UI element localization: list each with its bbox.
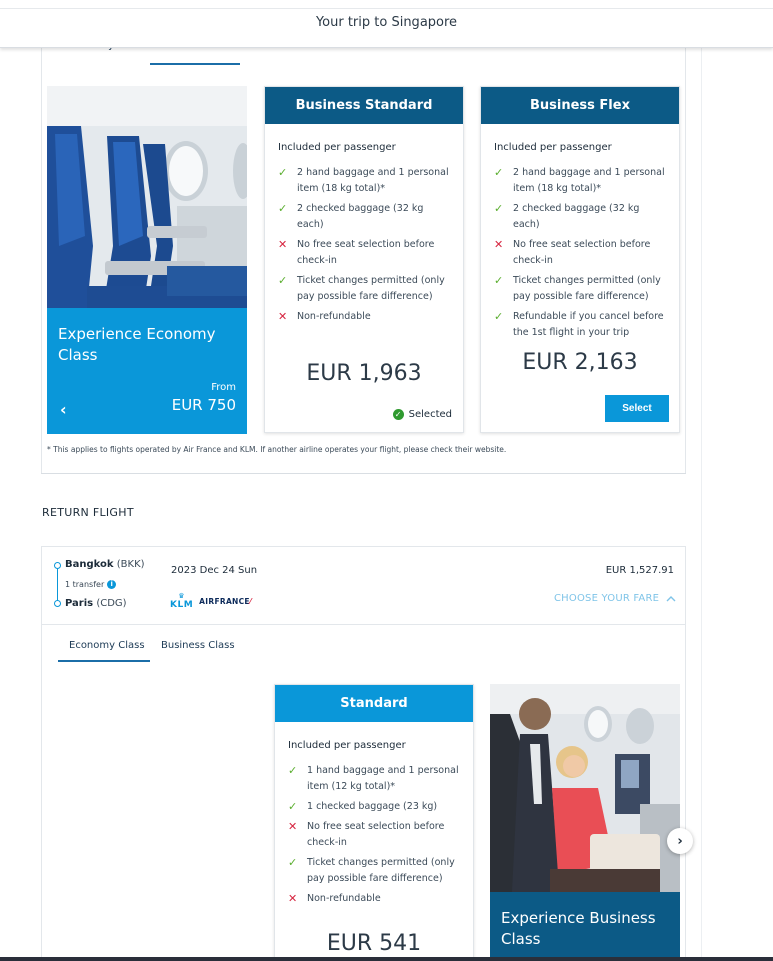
feature-item	[288, 891, 463, 907]
economy-promo-title: Experience Economy Class	[58, 325, 216, 364]
check-icon: ✓	[494, 166, 504, 179]
feature-item	[494, 201, 669, 233]
feature-text: 2 hand baggage and 1 personal item (18 kg total)*	[513, 167, 665, 194]
feature-text: 2 checked baggage (32 kg each)	[513, 203, 640, 230]
chevron-up-icon	[666, 596, 676, 602]
feature-item	[494, 165, 669, 197]
origin-dot	[54, 562, 61, 569]
cross-icon: ✕	[278, 238, 288, 251]
cross-icon: ✕	[288, 892, 298, 905]
active-tab-indicator	[150, 63, 240, 65]
feature-text: No free seat selection before check-in	[513, 239, 651, 266]
destination-dot	[54, 600, 61, 607]
check-icon: ✓	[278, 274, 288, 287]
airline-logos	[170, 592, 251, 610]
tab-economy-class[interactable]: Economy Class	[69, 640, 145, 651]
fare-price: EUR 1,963	[306, 361, 422, 386]
klm-logo	[170, 592, 193, 610]
feature-text: No free seat selection before check-in	[307, 821, 445, 848]
route-line	[57, 566, 58, 604]
feature-item	[288, 799, 463, 815]
divider	[41, 624, 686, 625]
selected-label: Selected	[408, 409, 452, 420]
feature-item	[278, 201, 453, 233]
feature-text: Non-refundable	[297, 311, 371, 322]
fare-price: EUR 2,163	[522, 350, 638, 375]
business-cabin-photo	[490, 684, 680, 892]
airfrance-logo-text: AIRFRANCE	[199, 596, 250, 606]
fare-name: Business Standard	[265, 87, 463, 124]
fare-features	[494, 165, 669, 341]
feature-item	[288, 763, 463, 795]
transfer-count: 1 transfer	[65, 580, 105, 589]
fare-name: Standard	[275, 685, 473, 722]
cross-icon: ✕	[288, 820, 298, 833]
info-icon[interactable]: i	[107, 580, 116, 589]
footnote: * This applies to flights operated by Air France and KLM. If another airline operates your flight, please check their website.	[47, 445, 507, 454]
feature-item	[278, 309, 453, 325]
check-icon: ✓	[494, 202, 504, 215]
feature-text: 1 hand baggage and 1 personal item (12 kg total)*	[307, 765, 459, 792]
divider	[41, 48, 42, 473]
tab-business-class[interactable]: Business Class	[161, 640, 235, 651]
klm-logo-text: KLM	[170, 600, 194, 610]
fare-features	[278, 165, 453, 325]
origin-code: (BKK)	[116, 559, 145, 570]
feature-item	[494, 309, 669, 341]
feature-text: 2 hand baggage and 1 personal item (18 kg total)*	[297, 167, 449, 194]
feature-item	[494, 273, 669, 305]
flight-date: 2023 Dec 24 Sun	[171, 565, 258, 576]
origin-city: Bangkok	[65, 559, 114, 570]
fare-name: Business Flex	[481, 87, 679, 124]
business-class-promo-card[interactable]	[490, 684, 680, 961]
feature-text: No free seat selection before check-in	[297, 239, 435, 266]
economy-promo-panel	[47, 308, 247, 434]
feature-item	[278, 165, 453, 197]
cross-icon: ✕	[278, 310, 288, 323]
feature-item	[278, 273, 453, 305]
check-icon: ✓	[278, 202, 288, 215]
check-icon: ✓	[494, 310, 504, 323]
chevron-right-icon[interactable]: ›	[667, 828, 693, 854]
destination-city: Paris	[65, 598, 94, 609]
fare-features	[288, 763, 463, 907]
bottom-strip	[0, 957, 773, 961]
feature-text: Ticket changes permitted (only pay possible fare difference)	[307, 857, 455, 884]
feature-text: Ticket changes permitted (only pay possible fare difference)	[513, 275, 661, 302]
top-bar	[0, 0, 773, 48]
check-icon: ✓	[288, 800, 298, 813]
feature-item	[288, 819, 463, 851]
economy-class-promo-card[interactable]	[47, 86, 247, 434]
divider	[685, 48, 686, 473]
feature-text: Non-refundable	[307, 893, 381, 904]
feature-text: 2 checked baggage (32 kg each)	[297, 203, 424, 230]
fare-card-business-flex[interactable]	[480, 86, 680, 433]
choose-your-fare-toggle[interactable]	[554, 593, 676, 604]
feature-item	[288, 855, 463, 887]
airfrance-mark-icon: ⁄	[249, 596, 252, 606]
included-label: Included per passenger	[278, 142, 396, 153]
check-icon: ✓	[278, 166, 288, 179]
business-promo-panel	[490, 892, 680, 961]
included-label: Included per passenger	[494, 142, 612, 153]
feature-item	[494, 237, 669, 269]
flight-price: EUR 1,527.91	[605, 565, 674, 576]
destination	[65, 598, 127, 609]
economy-cabin-photo	[47, 86, 247, 308]
divider	[0, 8, 773, 9]
return-flight-heading: RETURN FLIGHT	[42, 506, 134, 519]
destination-code: (CDG)	[96, 598, 127, 609]
crown-icon: ♛	[178, 592, 185, 600]
fare-price: EUR 541	[326, 931, 422, 956]
fare-card-standard[interactable]	[274, 684, 474, 961]
check-icon: ✓	[288, 764, 298, 777]
active-tab-indicator	[58, 660, 150, 662]
feature-text: Ticket changes permitted (only pay possible fare difference)	[297, 275, 445, 302]
check-icon: ✓	[494, 274, 504, 287]
page-title: Your trip to Singapore	[315, 15, 458, 30]
feature-text: 1 checked baggage (23 kg)	[307, 801, 438, 812]
economy-from-price: EUR 750	[171, 396, 236, 414]
airfrance-logo	[199, 597, 251, 606]
included-label: Included per passenger	[288, 740, 406, 751]
from-label: From	[211, 382, 236, 393]
feature-text: Refundable if you cancel before the 1st flight in your trip	[513, 311, 664, 338]
selected-status	[393, 409, 452, 420]
choose-fare-label: CHOOSE YOUR FARE	[554, 593, 660, 604]
feature-item	[278, 237, 453, 269]
cross-icon: ✕	[494, 238, 504, 251]
select-button[interactable]: Select	[605, 395, 669, 422]
check-circle-icon: ✓	[393, 409, 404, 420]
business-promo-title: Experience Business Class	[501, 909, 656, 948]
check-icon: ✓	[288, 856, 298, 869]
divider	[41, 473, 686, 474]
fare-card-business-standard[interactable]	[264, 86, 464, 433]
transfer-info[interactable]	[65, 580, 116, 589]
divider	[701, 48, 702, 961]
chevron-left-icon[interactable]: ‹	[60, 400, 67, 419]
origin	[65, 559, 145, 570]
